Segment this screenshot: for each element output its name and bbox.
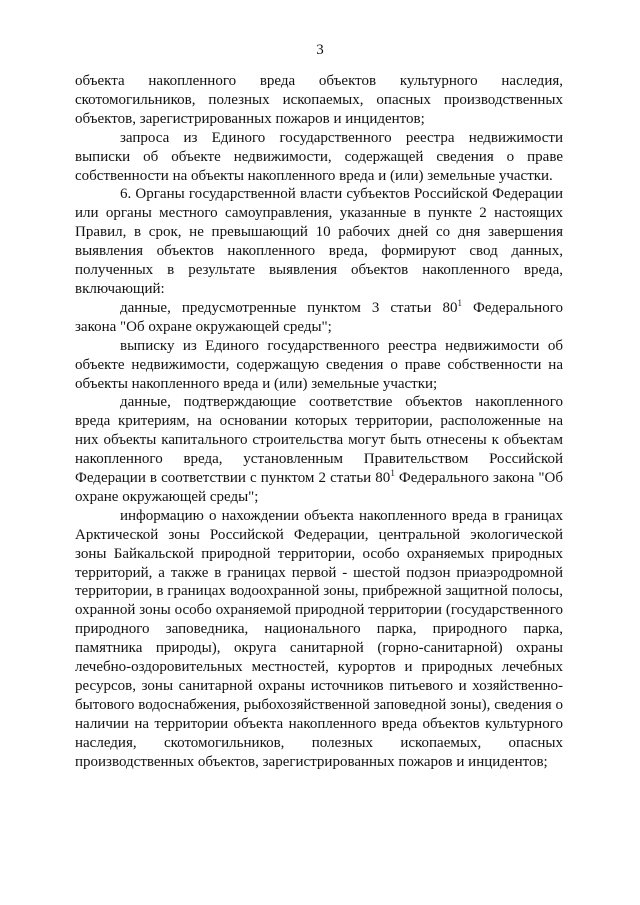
paragraph-criteria-data xyxy=(75,393,563,506)
paragraph-registry-extract xyxy=(75,337,563,394)
paragraph-location-info xyxy=(75,507,563,772)
paragraph-text-after: Федерального закона "Об охране окружающей среды"; xyxy=(75,299,563,335)
superscript: 1 xyxy=(390,468,395,479)
paragraph-text: выписку из Единого государственного реестра недвижимости об объекте недвижимости, содержащую сведения о праве собственности на объекты накопленного вреда и (или) земельные участки; xyxy=(75,337,563,392)
paragraph-continuation xyxy=(75,72,563,129)
document-body xyxy=(75,72,563,772)
paragraph-law-data xyxy=(75,299,563,337)
paragraph-text: данные, предусмотренные пунктом 3 статьи 80 xyxy=(120,299,458,316)
paragraph-text: данные, подтверждающие соответствие объектов накопленного вреда критериям, на основании которых территории, расположенные на них объекты капитального строительства могут быть отнесены к объектам накопленного вреда, установленным Правительством Российской Федерации в соответствии с пунктом 2 статьи 80 xyxy=(75,394,563,487)
paragraph-registry-request xyxy=(75,129,563,186)
paragraph-text: объекта накопленного вреда объектов культурного наследия, скотомогильников, полезных ископаемых, опасных производственных объектов, зарегистрированных пожаров и инцидентов; xyxy=(75,73,563,127)
paragraph-text: 6. Органы государственной власти субъектов Российской Федерации или органы местного самоуправления, указанные в пункте 2 настоящих Правил, в срок, не превышающий 10 рабочих дней со дня завершения выявления объектов накопленного вреда, формируют свод данных, полученных в результате выявления объектов накопленного вреда, включающий: xyxy=(75,186,563,297)
page-number: 3 xyxy=(316,42,324,58)
paragraph-text: запроса из Единого государственного реестра недвижимости выписки об объекте недвижимости, содержащей сведения о праве собственности на объекты накопленного вреда и (или) земельные участки. xyxy=(75,129,563,184)
paragraph-text: информацию о нахождении объекта накопленного вреда в границах Арктической зоны Российской Федерации, центральной экологической зоны Байкальской природной территории, особо охраняемых природных территорий, а также в границах первой - шестой подзон приаэродромной территории, в границах водоохранной зоны, прибрежной защитной полосы, охранной зоны особо охраняемой природной территории (государственного природного заповедника, национального парка, природного парка, памятника природы), округа санитарной (горно-санитарной) охраны лечебно-оздоровительных местностей, курортов и природных лечебных ресурсов, зоны санитарной охраны источников питьевого и хозяйственно-бытового водоснабжения, рыбохозяйственной заповедной зоны), сведения о наличии на территории объекта накопленного вреда объектов культурного наследия, скотомогильников, полезных ископаемых, опасных производственных объектов, зарегистрированных пожаров и инцидентов; xyxy=(75,507,563,770)
paragraph-text-after: Федерального закона "Об охране окружающей среды"; xyxy=(75,470,564,505)
paragraph-item-6 xyxy=(75,185,563,298)
superscript: 1 xyxy=(457,297,462,308)
